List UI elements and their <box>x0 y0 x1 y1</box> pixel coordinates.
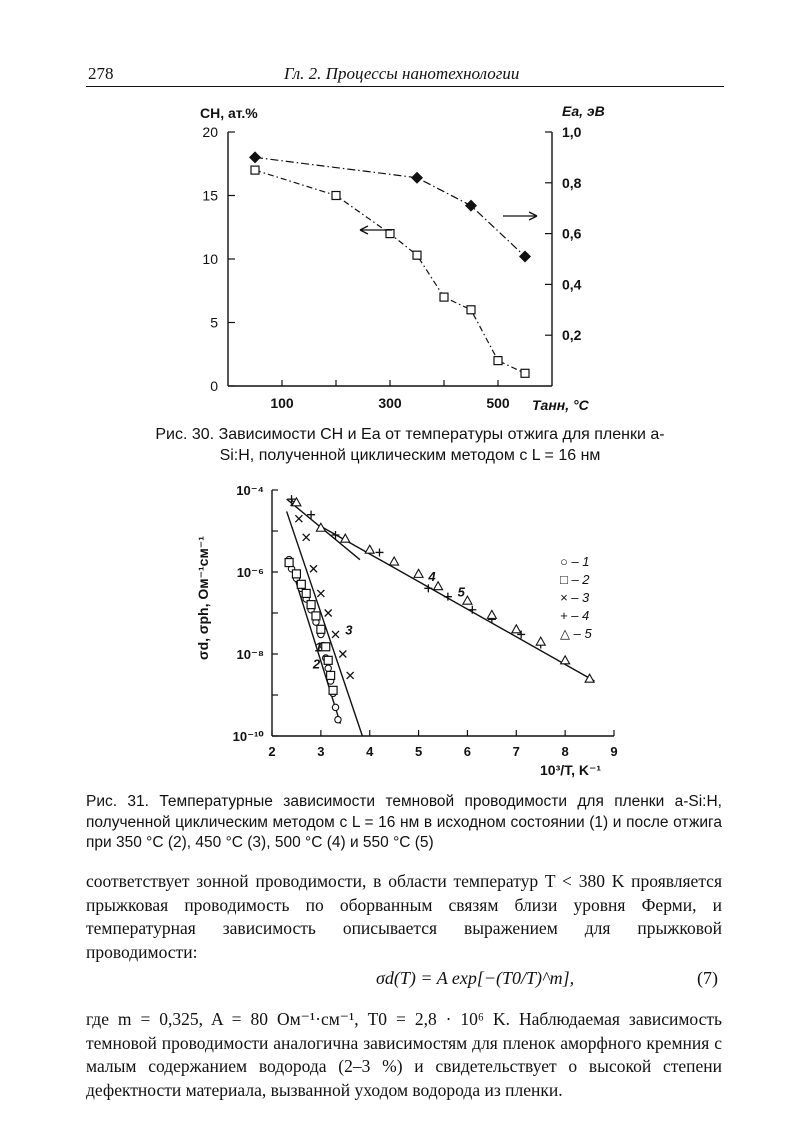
series-5-point <box>390 557 399 565</box>
series-3-point <box>339 651 346 658</box>
curve-label-3: 3 <box>345 622 353 638</box>
series-1-point <box>335 716 341 722</box>
right-arrow-icon <box>503 212 537 220</box>
series-3-point <box>325 610 332 617</box>
series-3-point <box>310 565 317 572</box>
left-tick-label: 0 <box>210 378 218 394</box>
curve-label-2: 2 <box>312 656 321 672</box>
right-tick-label: 0,8 <box>562 174 582 191</box>
series-2-point <box>317 625 325 633</box>
equation-formula: σd(T) = A exp[−(T0/T)^m], <box>376 968 575 988</box>
x-tick-label: 7 <box>512 744 520 759</box>
right-tick-label: 0,4 <box>562 276 582 293</box>
x-tick-label: 3 <box>317 744 325 759</box>
x-tick-label: 9 <box>610 744 618 759</box>
series-2-point <box>302 589 310 597</box>
hydrogen-content-point <box>332 192 340 200</box>
curve-label-5: 5 <box>457 584 465 600</box>
series-2-point <box>329 686 337 694</box>
equation-number: (7) <box>697 968 718 988</box>
activation-energy-point <box>465 200 477 212</box>
x-tick-label: 5 <box>414 744 423 759</box>
figure-30-right-axis-label: Ea, эВ <box>562 103 605 119</box>
y-tick-label: 10⁻⁶ <box>236 565 264 580</box>
figure-30-chart <box>0 0 792 420</box>
figure-31-chart <box>0 470 792 790</box>
left-tick-label: 5 <box>210 314 218 331</box>
figure-31-marks <box>285 495 594 736</box>
running-head: Гл. 2. Процессы нанотехнологии <box>284 64 520 83</box>
legend-entry-3: × – 3 <box>560 590 590 605</box>
y-tick-label: 10⁻⁴ <box>236 483 264 498</box>
figure-31-caption: Рис. 31. Температурные зависимости темновой проводимости для пленки a-Si:H, полученной циклическим методом с L = 16 нм в исходном состоянии (1) и после отжига при 350 °C (2), 450 °C (3), 500 °C (4) и 550 °C (5) <box>86 793 722 851</box>
series-3-point <box>332 631 339 638</box>
activation-energy-point <box>519 250 531 262</box>
series-3-point <box>347 672 354 679</box>
x-tick-label: 8 <box>561 744 569 759</box>
x-tick-label: 6 <box>463 744 472 759</box>
y-tick-label: 10⁻⁸ <box>236 647 264 662</box>
series-5-point <box>414 569 423 577</box>
x-tick-label: 300 <box>378 395 402 411</box>
series-2-point <box>322 643 330 651</box>
series-3-point <box>295 515 302 522</box>
series-1-point <box>325 665 331 671</box>
page-number: 278 <box>88 64 114 83</box>
series-3-point <box>303 534 310 541</box>
series-5-point <box>536 637 545 645</box>
series-4-point <box>375 548 383 556</box>
legend-entry-4: + – 4 <box>560 608 590 623</box>
figure-30-left-axis-label: CН, ат.% <box>200 105 258 121</box>
curve-label-1: 1 <box>314 639 323 655</box>
activation-energy-curve <box>255 157 525 256</box>
hydrogen-content-point <box>386 230 394 238</box>
curve-label-4: 4 <box>428 569 436 585</box>
series-5-point <box>512 625 521 633</box>
figure-31-legend <box>560 554 592 641</box>
hydrogen-content-curve <box>255 170 525 373</box>
x-tick-label: 100 <box>270 395 294 411</box>
figure-30-x-axis-label: Tанн, °C <box>532 397 589 413</box>
activation-energy-point <box>249 151 261 163</box>
hydrogen-content-point <box>413 251 421 259</box>
figure-31-y-axis-label: σd, σph, Ом⁻¹см⁻¹ <box>195 536 211 660</box>
figure-30-marks <box>249 151 537 377</box>
series-4-point <box>468 606 476 614</box>
hydrogen-content-point <box>251 166 259 174</box>
fit-line <box>321 526 595 681</box>
series-2-point <box>297 580 305 588</box>
hydrogen-content-point <box>440 293 448 301</box>
y-tick-label: 10⁻¹⁰ <box>232 729 264 744</box>
series-3-point <box>317 590 324 597</box>
series-5-point <box>585 674 594 682</box>
legend-entry-2: □ – 2 <box>560 572 590 587</box>
right-tick-label: 0,2 <box>562 327 582 344</box>
x-tick-label: 500 <box>486 395 510 411</box>
activation-energy-point <box>411 172 423 184</box>
hydrogen-content-point <box>467 306 475 314</box>
figure-31-x-axis-label: 10³/T, K⁻¹ <box>540 762 602 778</box>
legend-entry-5: △ – 5 <box>560 626 592 641</box>
hydrogen-content-point <box>494 357 502 365</box>
right-tick-label: 1,0 <box>562 124 582 140</box>
left-tick-label: 10 <box>202 251 218 267</box>
series-1-point <box>332 704 338 710</box>
series-5-point <box>365 545 374 553</box>
x-tick-label: 4 <box>366 744 374 759</box>
series-2-point <box>324 656 332 664</box>
series-2-point <box>307 601 315 609</box>
left-tick-label: 15 <box>202 187 218 204</box>
right-tick-label: 0,6 <box>562 225 582 242</box>
x-tick-label: 2 <box>268 744 276 759</box>
series-2-point <box>312 612 320 620</box>
series-5-point <box>561 656 570 664</box>
series-2-point <box>292 570 300 578</box>
series-5-point <box>487 610 496 618</box>
hydrogen-content-point <box>521 369 529 377</box>
figure-30-caption: Рис. 30. Зависимости CН и Ea от температуры отжига для пленки a-Si:H, полученной циклическим методом с L = 16 нм <box>155 426 665 464</box>
series-2-point <box>327 671 335 679</box>
body-paragraph-2: где m = 0,325, A = 80 Ом⁻¹·см⁻¹, T0 = 2,8 · 10⁶ K. Наблюдаемая зависимость темновой проводимости аналогична зависимостям для пленок аморфного кремния с малым содержанием водорода (2–3 %) и свидетельствует о высокой степени дефектности материала, вызванной уходом водорода из пленки. <box>86 1009 722 1100</box>
body-paragraph-1: соответствует зонной проводимости, в области температур T < 380 K проявляется прыжковая проводимость по оборванным связям близи уровня Ферми, и температурная зависимость описывается выражением для прыжковой проводимости: <box>86 871 722 962</box>
left-tick-label: 20 <box>202 124 218 140</box>
series-2-point <box>285 559 293 567</box>
legend-entry-1: ○ – 1 <box>560 554 590 569</box>
